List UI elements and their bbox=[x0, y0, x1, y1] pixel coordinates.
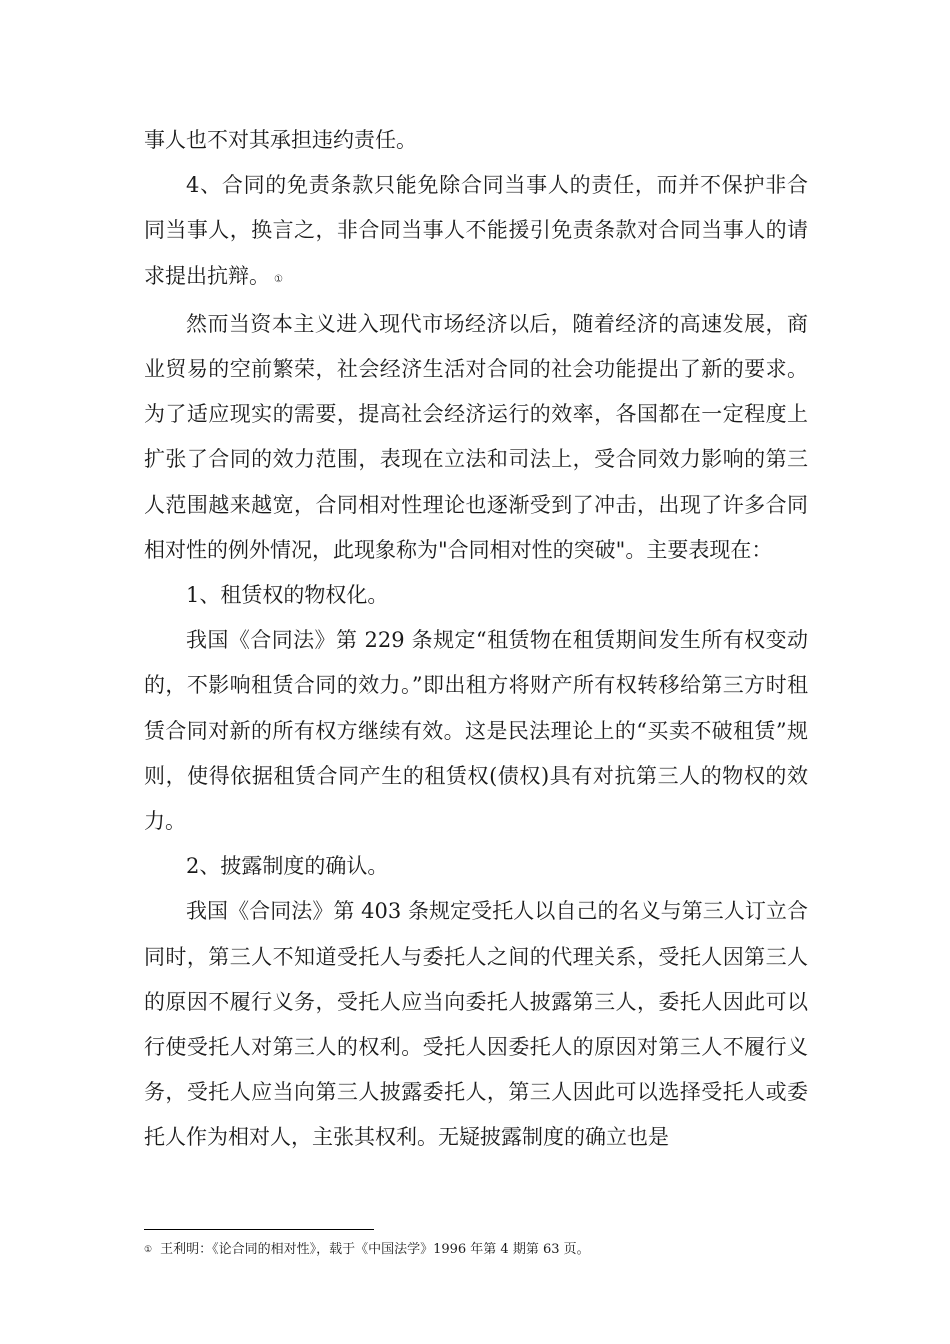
paragraph-3: 然而当资本主义进入现代市场经济以后，随着经济的高速发展，商业贸易的空前繁荣，社会经济生活对合同的社会功能提出了新的要求。为了适应现实的需要，提高社会经济运行的效率，各国都在一定程度上扩张了合同的效力范围，表现在立法和司法上，受合同效力影响的第三人范围越来越宽，合同相对性理论也逐渐受到了冲击，出现了许多合同相对性的例外情况，此现象称为"合同相对性的突破"。主要表现在： bbox=[144, 311, 808, 562]
paragraph-2-text: 4、合同的免责条款只能免除合同当事人的责任，而并不保护非合同当事人，换言之，非合同当事人不能援引免责条款对合同当事人的请求提出抗辩。 bbox=[144, 173, 808, 288]
footnote bbox=[144, 1240, 808, 1260]
paragraph-2 bbox=[144, 163, 808, 302]
paragraph-5: 我国《合同法》第 229 条规定“租赁物在租赁期间发生所有权变动的，不影响租赁合同的效力。”即出租方将财产所有权转移给第三方时租赁合同对新的所有权方继续有效。这是民法理论上的“买卖不破租赁”规则，使得依据租赁合同产生的租赁权(债权)具有对抗第三人的物权的效力。 bbox=[144, 628, 808, 834]
paragraph-1: 事人也不对其承担违约责任。 bbox=[144, 128, 417, 152]
body-text bbox=[144, 118, 808, 1161]
paragraph-4: 1、租赁权的物权化。 bbox=[186, 583, 389, 608]
paragraph-6: 2、披露制度的确认。 bbox=[186, 854, 389, 879]
footnote-reference[interactable]: ① bbox=[274, 273, 283, 285]
footnote-text: 王利明：《论合同的相对性》，载于《中国法学》1996 年第 4 期第 63 页。 bbox=[160, 1242, 590, 1257]
footnote-number: ① bbox=[144, 1245, 153, 1255]
paragraph-7: 我国《合同法》第 403 条规定受托人以自己的名义与第三人订立合同时，第三人不知道受托人与委托人之间的代理关系，受托人因第三人的原因不履行义务，受托人应当向委托人披露第三人，委托人因此可以行使受托人对第三人的权利。受托人因委托人的原因对第三人不履行义务，受托人应当向第三人披露委托人，第三人因此可以选择受托人或委托人作为相对人，主张其权利。无疑披露制度的确立也是 bbox=[144, 899, 808, 1150]
footnote-separator bbox=[144, 1229, 374, 1230]
